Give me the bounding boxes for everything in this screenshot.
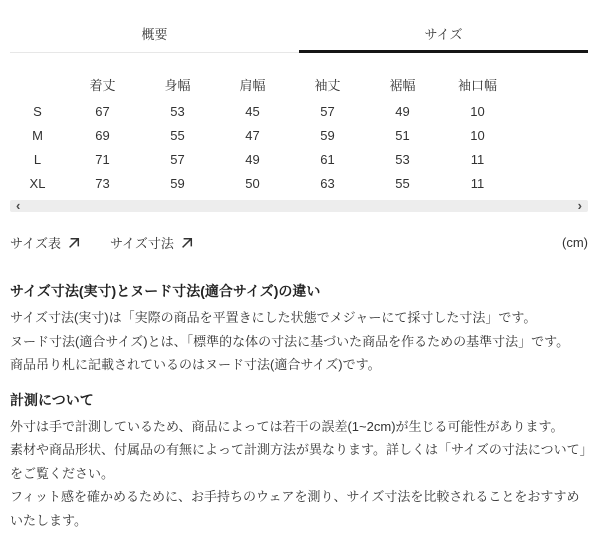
cell-value: 61 [320, 151, 335, 167]
horizontal-scrollbar[interactable] [10, 197, 588, 213]
cell-value: 69 [95, 127, 110, 143]
header-shoulder-width: 肩幅 [239, 77, 266, 93]
section-measurement [10, 392, 588, 533]
table-row-s [10, 99, 588, 123]
cell-value: 49 [395, 103, 410, 119]
size-table [10, 69, 588, 195]
size-label: M [32, 127, 43, 143]
cell-value: 59 [320, 127, 335, 143]
tab-size[interactable] [299, 0, 588, 53]
scroll-left-icon[interactable]: ‹ [16, 197, 21, 213]
unit-label: (cm) [562, 235, 588, 250]
section-line: ヌード寸法(適合サイズ)とは、「標準的な体の寸法に基づいた商品を作るための基準寸法」です。 [10, 333, 570, 349]
size-chart-link[interactable] [10, 233, 80, 252]
cell-value: 47 [245, 127, 260, 143]
section-line: 商品吊り札に記載されているのはヌード寸法(適合サイズ)です。 [10, 357, 381, 372]
tab-bar [10, 0, 588, 53]
tab-overview-label: 概要 [141, 27, 168, 42]
table-row-m [10, 123, 588, 147]
size-chart-link-label: サイズ表 [10, 236, 61, 251]
cell-value: 10 [470, 103, 485, 119]
size-dimensions-link[interactable] [110, 233, 193, 252]
cell-value: 57 [170, 151, 185, 167]
header-hem-width: 裾幅 [389, 77, 416, 93]
external-link-icon [68, 237, 80, 249]
size-label: XL [29, 175, 46, 191]
cell-value: 59 [170, 175, 185, 191]
header-length: 着丈 [89, 77, 116, 93]
section-line: 素材や商品形状、付属品の有無によって計測方法が異なります。詳しくは「サイズの寸法について」をご覧ください。 [10, 442, 587, 481]
section-heading: 計測について [10, 391, 94, 408]
cell-value: 11 [470, 151, 485, 167]
external-link-icon [181, 237, 193, 249]
cell-value: 53 [170, 103, 185, 119]
section-heading: サイズ寸法(実寸)とヌード寸法(適合サイズ)の違い [10, 283, 321, 299]
section-line: サイズ寸法(実寸)は「実際の商品を平置きにした状態でメジャーにて採寸した寸法」です。 [10, 310, 537, 325]
header-cuff-width: 袖口幅 [457, 77, 497, 93]
cell-value: 71 [95, 151, 110, 167]
cell-value: 45 [245, 103, 260, 119]
header-body-width: 身幅 [164, 77, 191, 93]
cell-value: 73 [95, 175, 110, 191]
cell-value: 53 [395, 151, 410, 167]
cell-value: 50 [245, 175, 260, 191]
cell-value: 11 [470, 175, 485, 191]
table-row-l [10, 147, 588, 171]
size-label: L [33, 151, 42, 167]
size-dimensions-link-label: サイズ寸法 [109, 236, 174, 251]
tab-overview[interactable] [10, 0, 299, 53]
section-line: 外寸は手で計測しているため、商品によっては若干の誤差(1~2cm)が生じる可能性があります。 [10, 418, 564, 434]
size-label: S [33, 103, 42, 119]
cell-value: 57 [320, 103, 335, 119]
section-body [10, 415, 588, 533]
table-row-xl [10, 171, 588, 195]
header-empty-cell [10, 69, 65, 99]
links-row [10, 233, 588, 252]
cell-value: 55 [170, 127, 185, 143]
section-size-vs-nude [10, 283, 588, 377]
scroll-right-icon[interactable]: › [577, 197, 582, 213]
header-sleeve-length: 袖丈 [314, 77, 341, 93]
cell-value: 67 [95, 103, 110, 119]
section-body [10, 306, 588, 377]
cell-value: 49 [245, 151, 260, 167]
cell-value: 51 [395, 127, 410, 143]
cell-value: 55 [395, 175, 410, 191]
cell-value: 10 [470, 127, 485, 143]
cell-value: 63 [320, 175, 335, 191]
tab-size-label: サイズ [424, 27, 463, 42]
table-header-row [10, 69, 588, 99]
section-line: フィット感を確かめるために、お手持ちのウェアを測り、サイズ寸法を比較されることをおすすめいたします。 [10, 489, 580, 528]
